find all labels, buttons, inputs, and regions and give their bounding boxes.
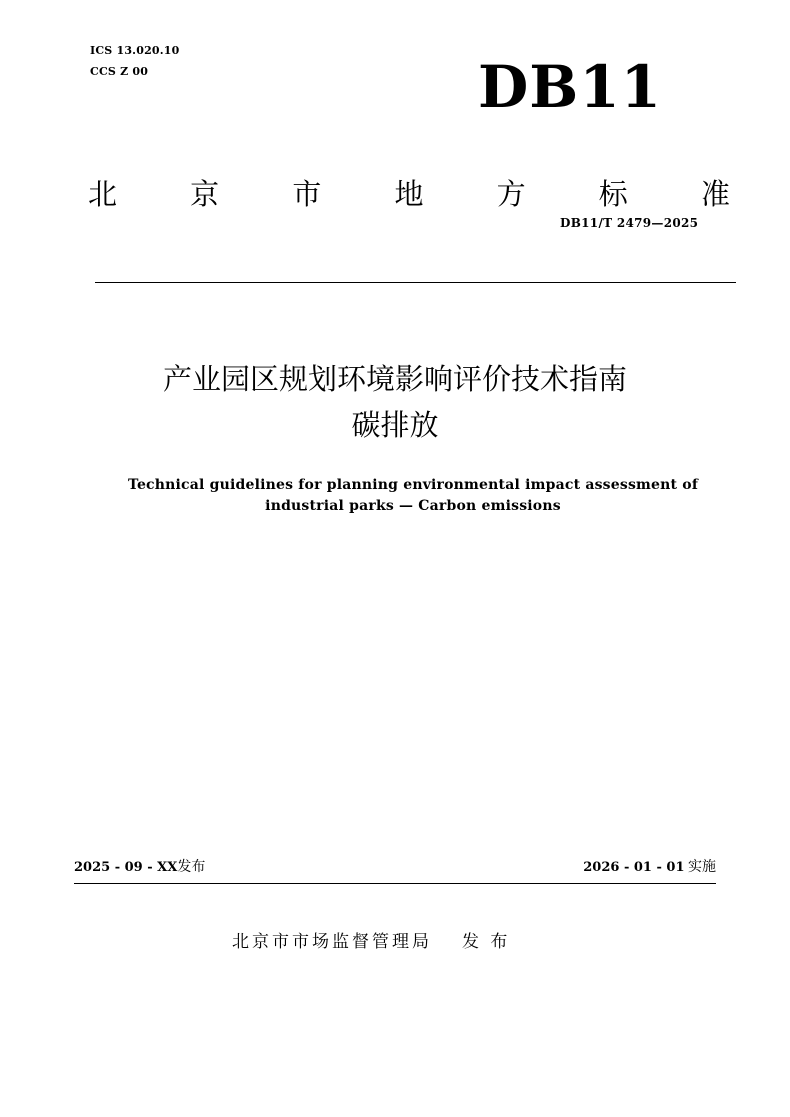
chinese-title-line-2: 碳排放 [351,408,439,442]
standard-type-char: 市 [292,177,322,211]
chinese-title-line-1: 产业园区规划环境影响评价技术指南 [162,362,627,396]
standard-type-char: 标 [598,177,628,211]
dates-row [74,856,716,878]
issuer-action: 发 布 [462,932,511,952]
implement-date: 2026 - 01 - 01 [583,860,685,875]
footer-divider [74,883,716,884]
standard-type-char: 京 [190,177,220,211]
standard-type-char: 准 [700,177,730,211]
publish-date: 2025 - 09 - XX [74,860,178,875]
english-title [90,475,736,517]
implement-label: 实施 [688,859,716,875]
standard-type-heading [88,174,730,214]
issuer-line [232,927,510,952]
publish-label: 发布 [177,859,206,875]
publish-date-group [74,856,205,876]
db11-logo: DB11 [478,53,663,121]
standard-type-char: 地 [394,177,424,211]
issuer-name: 北京市市场监督管理局 [232,932,432,952]
implement-date-group [583,856,716,876]
english-title-line-1: Technical guidelines for planning environmental impact assessment of [127,477,699,493]
chinese-title [80,356,710,448]
header-divider [95,282,736,283]
ics-code: ICS 13.020.10 [90,44,180,57]
standard-number: DB11/T 2479—2025 [560,216,699,230]
ccs-code: CCS Z 00 [90,65,149,78]
classification-codes [90,40,180,82]
standard-type-char: 北 [88,177,118,211]
standard-type-char: 方 [496,177,526,211]
english-title-line-2: industrial parks — Carbon emissions [265,498,561,514]
